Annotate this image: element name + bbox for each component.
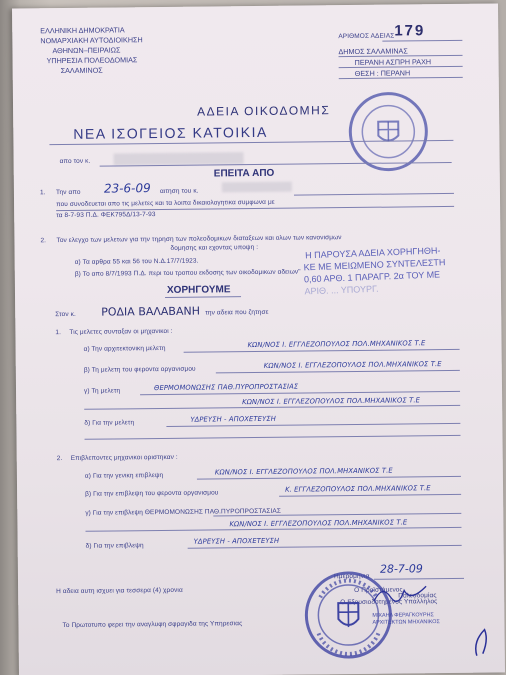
study-value: ΥΔΡΕΥΣΗ - ΑΠΟΧΕΤΕΥΣΗ (190, 414, 276, 424)
footer-note: Το Πρωτοτυπο φερει την αναγλυφη σφραγιδα της Υπηρεσιας (62, 620, 243, 630)
grantee-name: ΡΟΔΙΑ ΒΑΛΑΒΑΝΗ (101, 304, 201, 319)
studies-section: 1. Τις μελετες συνταξαν οι μηχανικοι : α) Την αρχιτεκτονικη μελετη ΚΩΝ/ΝΟΣ Ι. ΕΓΓΛΕΖΟΠΟΥΛΟΣ ΠΟΛ.ΜΗΧΑΝΙΚΟΣ Τ.Ε β) Τη μελετη του φεροντα οργανισμου ΚΩΝ/ΝΟΣ Ι. ΕΓΓΛΕΖΟΠΟΥΛΟΣ ΠΟΛ.ΜΗΧΑΝΙΚΟΣ Τ.Ε γ) Τη μελετη ΘΕΡΜΟΜΟΝΩΣΗΣ ΠΑΘ.ΠΥΡΟΠΡΟΣΤΑΣΙΑΣ ΚΩΝ/ΝΟΣ Ι. ΕΓΓΛΕΖΟΠΟΥΛΟΣ ΠΟΛ.ΜΗΧΑΝΙΚΟΣ Τ.Ε δ) Για την μελετη ΥΔΡΕΥΣΗ - ΑΠΟΧΕΤΕΥΣΗ (12, 3, 498, 8)
permit-number-label: ΑΡΙΘΜΟΣ ΑΔΕΙΑΣ (338, 32, 395, 41)
date-label: Ημερομηνια (333, 572, 370, 581)
supervisor-value: ΚΩΝ/ΝΟΣ Ι. ΕΓΓΛΕΖΟΠΟΥΛΟΣ ΠΟΛ.ΜΗΧΑΝΙΚΟΣ Τ.Ε (229, 518, 408, 529)
pen-mark-icon (471, 626, 493, 660)
supervisor-value: Κ. ΕΓΓΛΕΖΟΠΟΥΛΟΣ ΠΟΛ.ΜΗΧΑΝΙΚΟΣ Τ.Ε (285, 484, 431, 494)
authority-line: ΑΘΗΝΩΝ–ΠΕΙΡΑΙΩΣ (52, 45, 121, 56)
supervisor-label: β) Για την επιβλεψη του φεροντα οργανισμου (85, 489, 219, 498)
study-label: γ) Τη μελετη (83, 387, 121, 395)
signature-title: Πολεοδομίας (398, 592, 437, 600)
location-line: ΠΕΡΑΝΗ ΑΣΠΡΗ ΡΑΧΗ (354, 57, 432, 67)
authority-line: ΥΠΗΡΕΣΙΑ ΠΟΛΕΟΔΟΜΙΑΣ (46, 55, 138, 66)
signatory-title: ΑΡΧΙΤΕΚΤΩΝ ΜΗΧΑΝΙΚΟΣ (372, 619, 440, 626)
signature-icon (370, 580, 430, 611)
section-heading: ΕΠΕΙΤΑ ΑΠΟ (213, 167, 275, 180)
clause-1: 1. Την απο 23-6-09 αιτηση του κ. που συνοδευεται απο τις μελετες και τα λοιπα δικαιολογητικα συμφωνα με τα 8-7-93 Π.Δ. ΦΕΚ795Δ/13-7-93 (12, 3, 498, 8)
municipality: ΔΗΜΟΣ ΣΑΛΑΜΙΝΑΣ (338, 46, 408, 57)
issue-date: 28-7-09 (379, 562, 423, 576)
study-value: ΘΕΡΜΟΜΟΝΩΣΗΣ ΠΑΘ.ΠΥΡΟΠΡΟΣΤΑΣΙΑΣ (153, 382, 299, 393)
supervisor-label: α) Για την γενικη επιβλεψη (84, 471, 164, 480)
supervisor-label: δ) Για την επιβλεψη (85, 542, 144, 550)
reduced-coefficient-stamp: Η ΠΑΡΟΥΣΑ ΑΔΕΙΑ ΧΟΡΗΓΗΘΗ- ΚΕ ΜΕ ΜΕΙΩΜΕΝΟ ΣΥΝΤΕΛΕΣΤΗ 0,60 ΑΡΘ. 1 ΠΑΡΑΓΡ. 2α ΤΟΥ ΜΕ ΑΡΙΘ. ... ΥΠΟΥΡΓ. (303, 245, 446, 297)
study-label: β) Τη μελετη του φεροντα οργανισμου (83, 365, 196, 374)
supervisor-value: ΚΩΝ/ΝΟΣ Ι. ΕΓΓΛΕΖΟΠΟΥΛΟΣ ΠΟΛ.ΜΗΧΑΝΙΚΟΣ Τ.Ε (214, 466, 393, 477)
supervisors-section: 2. Επιβλεποντες μηχανικοι οριστηκαν : α) Για την γενικη επιβλεψη ΚΩΝ/ΝΟΣ Ι. ΕΓΓΛΕΖΟΠΟΥΛΟΣ ΠΟΛ.ΜΗΧΑΝΙΚΟΣ Τ.Ε β) Για την επιβλεψη του φεροντα οργανισμου Κ. ΕΓΓΛΕΖΟΠΟΥΛΟΣ ΠΟΛ.ΜΗΧΑΝΙΚΟΣ Τ.Ε γ) Για την επιβλεψη ΘΕΡΜΟΜΟΝΩΣΗΣ ΠΑΘ.ΠΥΡΟΠΡΟΣΤΑΣΙΑΣ ΚΩΝ/ΝΟΣ Ι. ΕΓΓΛΕΖΟΠΟΥΛΟΣ ΠΟΛ.ΜΗΧΑΝΙΚΟΣ Τ.Ε δ) Για την επιβλεψη ΥΔΡΕΥΣΗ - ΑΠΟΧΕΤΕΥΣΗ (12, 3, 498, 8)
supervisor-value: ΥΔΡΕΥΣΗ - ΑΠΟΧΕΤΕΥΣΗ (193, 536, 280, 546)
document-title: ΑΔΕΙΑ ΟΙΚΟΔΟΜΗΣ (197, 103, 331, 119)
study-value: ΚΩΝ/ΝΟΣ Ι. ΕΓΓΛΕΖΟΠΟΥΛΟΣ ΠΟΛ.ΜΗΧΑΝΙΚΟΣ Τ.Ε (247, 339, 426, 350)
application-date: 23-6-09 (103, 181, 151, 196)
study-label: α) Την αρχιτεκτονικη μελετη (83, 344, 166, 353)
clause-2: 2. Τον ελεγχο των μελετων για την τηρηση των πολεοδομικων διαταξεων και ολων των κανονισμων δομησης και εχοντας υποψη : α) Τα αρθρα 55 και 56 του Ν.Δ.17/7/1923. β) Το απο 8/7/1993 Π.Δ. περι του τροπου εκδοσης των οικοδομικων αδειων" (40, 234, 342, 278)
authority-line: ΣΑΛΑΜΙΝΟΣ (60, 65, 103, 76)
study-value: ΚΩΝ/ΝΟΣ Ι. ΕΓΓΛΕΖΟΠΟΥΛΟΣ ΠΟΛ.ΜΗΧΑΝΙΚΟΣ Τ.Ε (263, 360, 442, 370)
permit-subject: ΝΕΑ ΙΣΟΓΕΙΟΣ ΚΑΤΟΙΚΙΑ (73, 123, 268, 142)
supervisor-label: γ) Για την επιβλεψη ΘΕΡΜΟΜΟΝΩΣΗΣ ΠΑΘ.ΠΥΡΟΠΡΟΣΤΑΣΙΑΣ (85, 507, 282, 517)
building-permit-document: ΕΛΛΗΝΙΚΗ ΔΗΜΟΚΡΑΤΙΑ ΝΟΜΑΡΧΙΑΚΗ ΑΥΤΟΔΙΟΙΚΗΣΗ ΑΘΗΝΩΝ–ΠΕΙΡΑΙΩΣ ΥΠΗΡΕΣΙΑ ΠΟΛΕΟΔΟΜΙΑΣ ΣΑΛΑΜΙΝΟΣ ΑΡΙΘΜΟΣ ΑΔΕΙΑΣ 179 ΔΗΜΟΣ ΣΑΛΑΜΙΝΑΣ ΠΕΡΑΝΗ ΑΣΠΡΗ ΡΑΧΗ ΘΕΣΗ : ΠΕΡΑΝΗ ΑΔΕΙΑ ΟΙΚΟΔΟΜΗΣ ΝΕΑ ΙΣΟΓΕΙΟΣ ΚΑΤΟΙΚΙΑ απο τον κ. ΕΠΕΙΤΑ ΑΠΟ 1. Την απο 23-6-09 αιτηση του κ. που συνοδευεται απο τις μελετες και τα λοιπα δικαιολογητικα συμφωνα με τα 8-7-93 Π.Δ. ΦΕΚ795Δ/13-7-93 2. Τον ελεγχο των μελετων για την τηρηση των πολεοδομικων διαταξεων και ολων των κανονισμων δομησης και εχοντας υποψη : α) Τα αρθρα 55 και 56 του Ν.Δ.17/7/1923. β) Το απο 8/7/1993 Π.Δ. περι του τροπου εκδοσης των οικοδομικων αδειων" Η ΠΑΡΟΥΣΑ ΑΔΕΙΑ ΧΟΡΗΓΗΘΗ- ΚΕ ΜΕ ΜΕΙΩΜΕΝΟ ΣΥΝΤΕΛΕΣΤΗ 0,60 ΑΡΘ. 1 ΠΑΡΑΓΡ. 2α ΤΟΥ ΜΕ ΑΡΙΘ. ... ΥΠΟΥΡΓ. ΧΟΡΗΓΟΥΜΕ Στον κ. ΡΟΔΙΑ ΒΑΛΑΒΑΝΗ την αδεια που ζητησε 1. Τις μελετες συνταξαν οι μηχανικοι : α) Την αρχιτεκτονικη μελετη ΚΩΝ/ΝΟΣ Ι. ΕΓΓΛΕΖΟΠΟΥΛΟΣ ΠΟΛ.ΜΗΧΑΝΙΚΟΣ Τ.Ε β) Τη μελετη του φεροντα οργανισμου ΚΩΝ/ΝΟΣ Ι. ΕΓΓΛΕΖΟΠΟΥΛΟΣ ΠΟΛ.ΜΗΧΑΝΙΚΟΣ Τ.Ε γ) Τη μελετη ΘΕΡΜΟΜΟΝΩΣΗΣ ΠΑΘ.ΠΥΡΟΠΡΟΣΤΑΣΙΑΣ ΚΩΝ/ΝΟΣ Ι. ΕΓΓΛΕΖΟΠΟΥΛΟΣ ΠΟΛ.ΜΗΧΑΝΙΚΟΣ Τ.Ε δ) Για την μελετη ΥΔΡΕΥΣΗ - ΑΠΟΧΕΤΕΥΣΗ 2. Επιβλεποντες μηχανικοι οριστηκαν : α) Για την γενικη επιβλεψη ΚΩΝ/ΝΟΣ Ι. ΕΓΓΛΕΖΟΠΟΥΛΟΣ ΠΟΛ.ΜΗΧΑΝΙΚΟΣ Τ.Ε β) Για την επιβλεψη του φεροντα οργανισμου Κ. ΕΓΓΛΕΖΟΠΟΥΛΟΣ ΠΟΛ.ΜΗΧΑΝΙΚΟΣ Τ.Ε γ) Για την επιβλεψη ΘΕΡΜΟΜΟΝΩΣΗΣ ΠΑΘ.ΠΥΡΟΠΡΟΣΤΑΣΙΑΣ ΚΩΝ/ΝΟΣ Ι. ΕΓΓΛΕΖΟΠΟΥΛΟΣ ΠΟΛ.ΜΗΧΑΝΙΚΟΣ Τ.Ε δ) Για την επιβλεψη ΥΔΡΕΥΣΗ - ΑΠΟΧΕΤΕΥΣΗ Ημερομηνια 28-7-09 Η αδεια αυτη ισχυει για τεσσερα (4) χρονια Ο Προϊστάμενος Πολεοδομίας Ο Εξουσιοδοτημένος Υπάλληλος ΜΙΧΑΗΛ ΦΕΡΑΓΚΟΥΡΗΣ ΑΡΧΙΤΕΚΤΩΝ ΜΗΧΑΝΙΚΟΣ Το Πρωτοτυπο φερει την αναγλυφη σφραγιδα της Υπηρεσιας (12, 3, 505, 675)
grant-heading: ΧΟΡΗΓΟΥΜΕ (166, 284, 231, 296)
permit-number: 179 (394, 22, 426, 40)
study-label: δ) Για την μελετη (84, 419, 135, 427)
location-line: ΘΕΣΗ : ΠΕΡΑΝΗ (354, 68, 411, 78)
study-value: ΚΩΝ/ΝΟΣ Ι. ΕΓΓΛΕΖΟΠΟΥΛΟΣ ΠΟΛ.ΜΗΧΑΝΙΚΟΣ Τ.Ε (242, 396, 421, 407)
validity-note: Η αδεια αυτη ισχυει για τεσσερα (4) χρονια (56, 586, 183, 596)
signature-title: Ο Προϊστάμενος (354, 586, 403, 594)
subject-prefix: απο τον κ. (59, 157, 91, 166)
signatory-name: ΜΙΧΑΗΛ ΦΕΡΑΓΚΟΥΡΗΣ (372, 612, 434, 619)
authority-line: ΕΛΛΗΝΙΚΗ ΔΗΜΟΚΡΑΤΙΑ (40, 25, 125, 36)
authority-line: ΝΟΜΑΡΧΙΑΚΗ ΑΥΤΟΔΙΟΙΚΗΣΗ (40, 35, 143, 46)
signature-title: Ο Εξουσιοδοτημένος Υπάλληλος (340, 598, 438, 607)
